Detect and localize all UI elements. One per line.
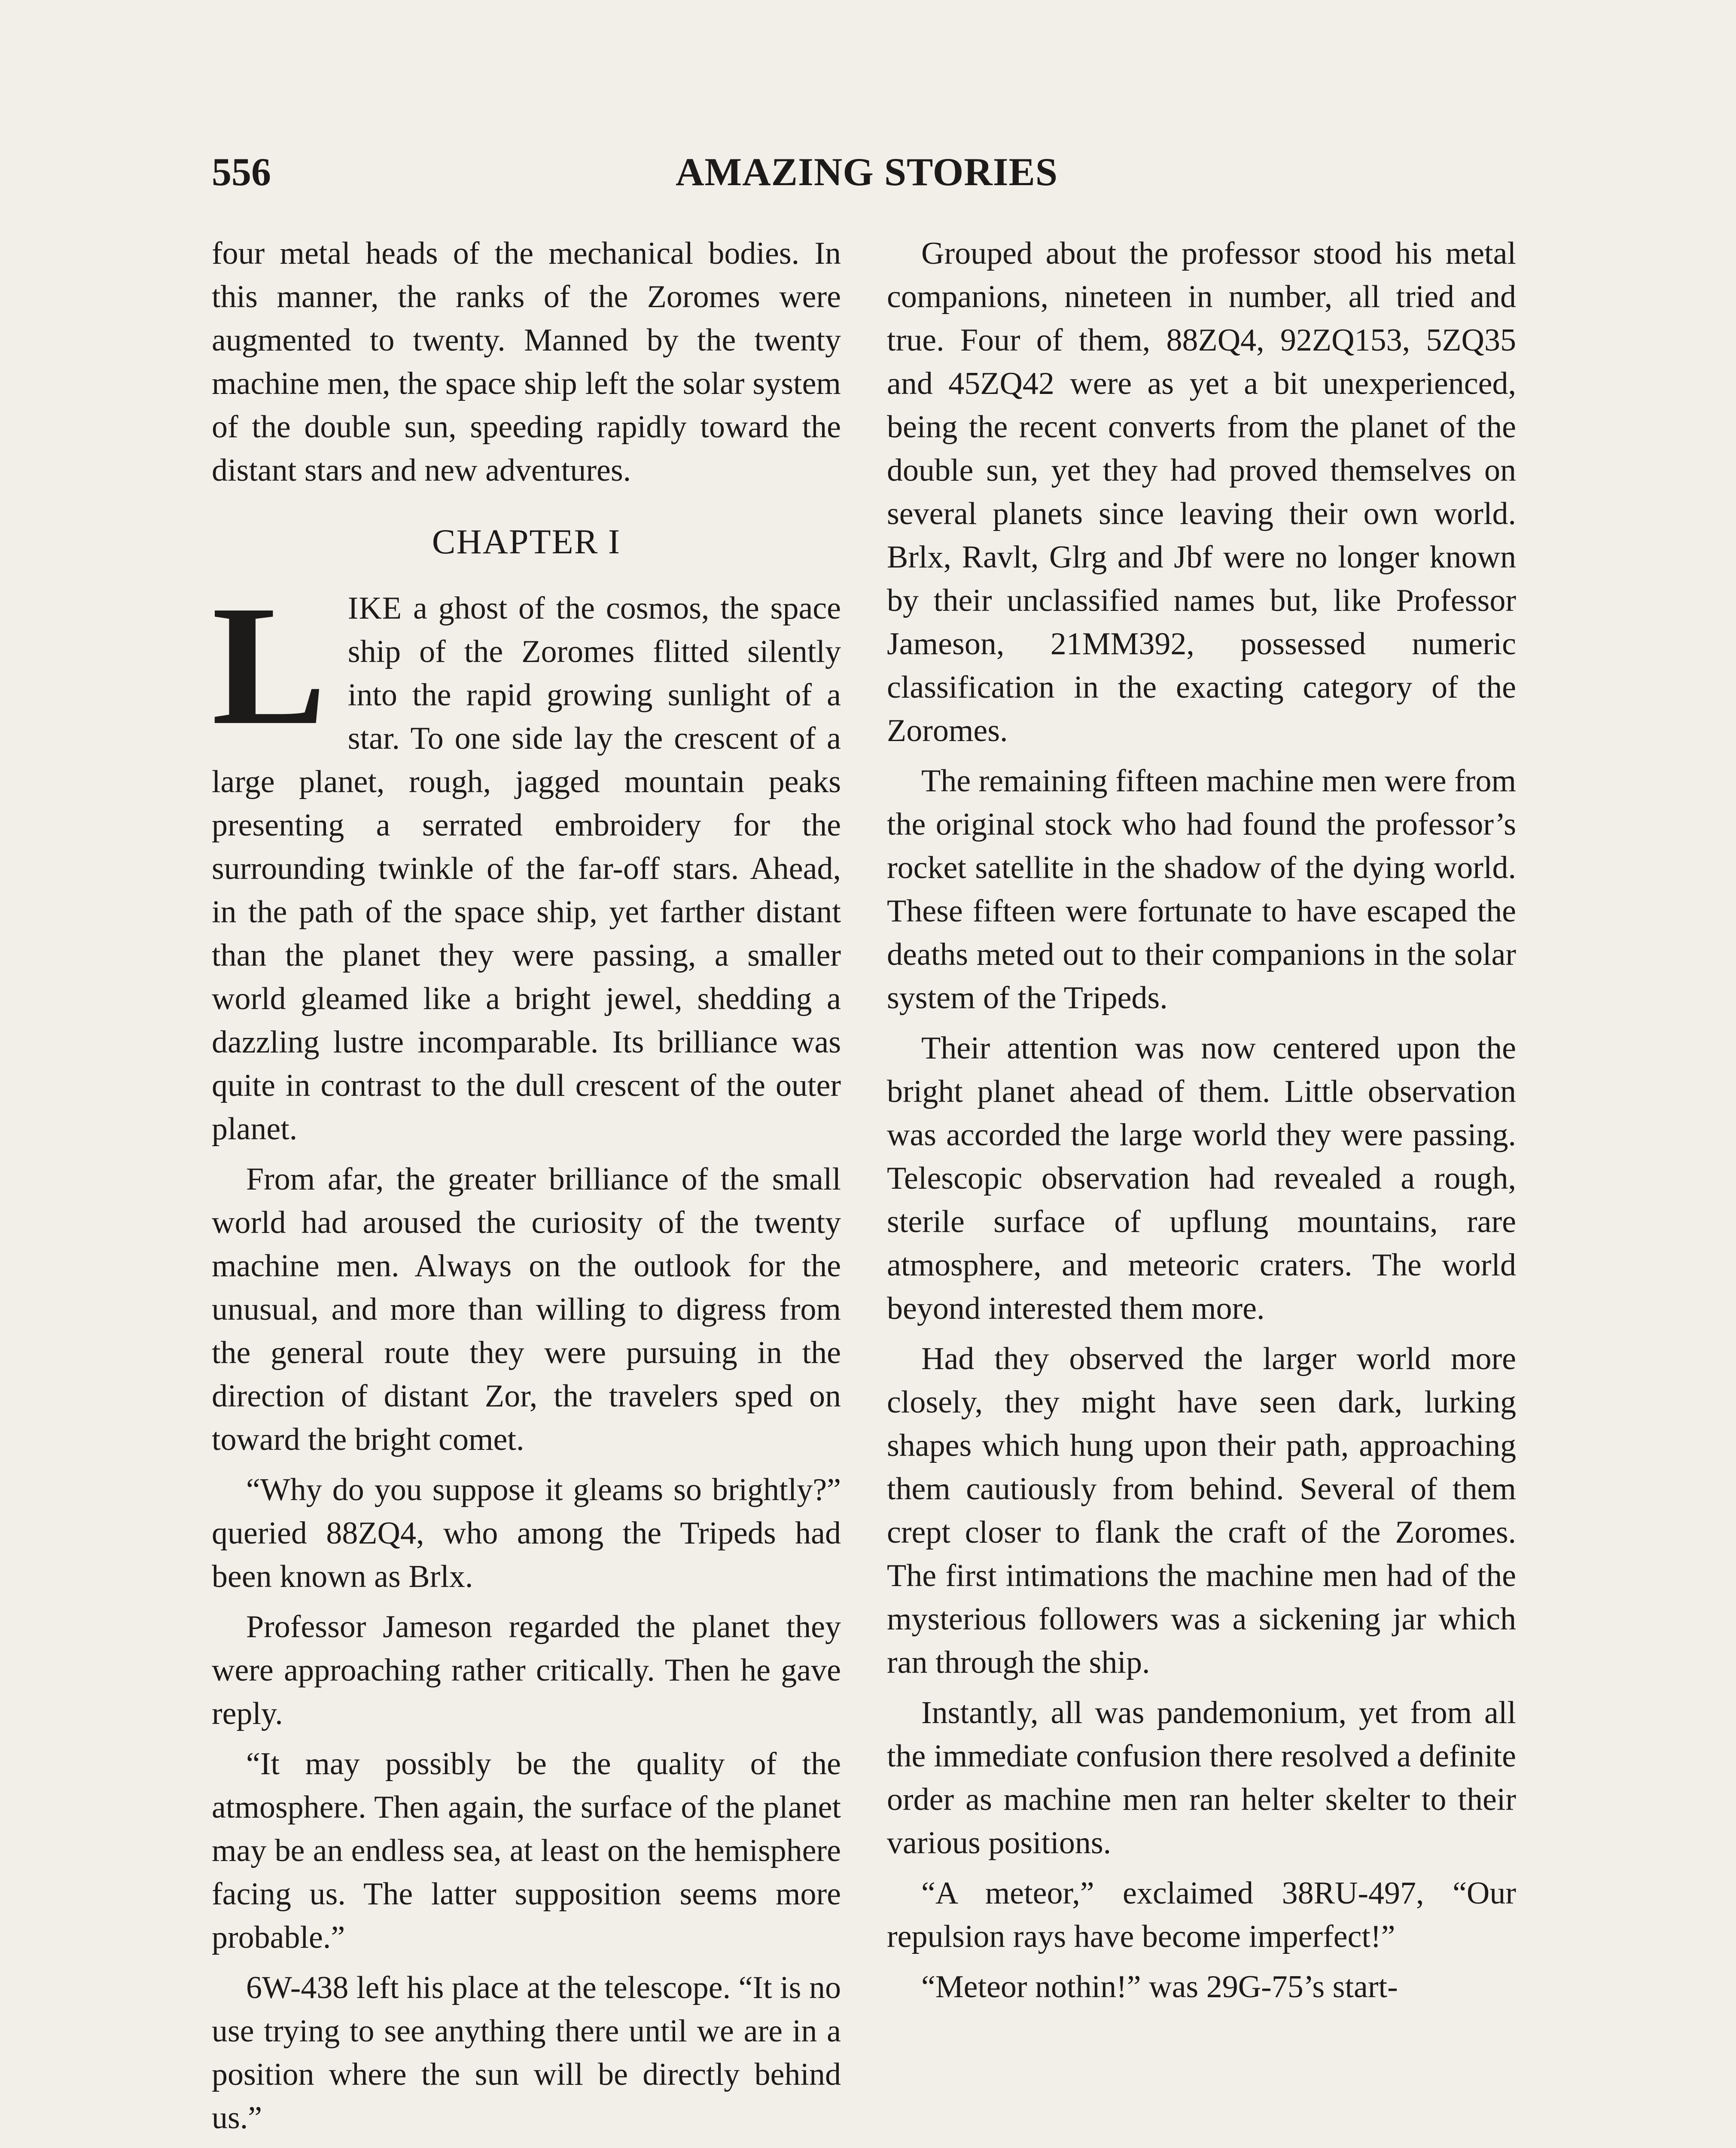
paragraph: From afar, the greater brilliance of the small world had aroused the curiosity of the twenty machine men. Always on the outlook for the unusual, and more than willing to digress from the general route they were pursuing in the direction of distant Zor, the travelers sped on toward the bright comet. [212, 1162, 841, 1457]
paragraph: four metal heads of the mechanical bodies. In this manner, the ranks of the Zoromes were augmented to twenty. Manned by the twenty machine men, the space ship left the solar system of the double sun, speeding rapidly toward the distant stars and new adventures. [212, 236, 841, 488]
paragraph: Instantly, all was pandemonium, yet from all the immediate confusion there resolved a definite order as machine men ran helter skelter to their various positions. [887, 1695, 1516, 1861]
paragraph: “Meteor nothin!” was 29G-75’s start- [921, 1969, 1398, 2005]
paragraph: “It may possibly be the quality of the atmosphere. Then again, the surface of the planet may be an endless sea, at least on the hemisphere facing us. The latter supposition seems more probable.” [212, 1746, 841, 1955]
paragraph: Grouped about the professor stood his metal companions, nineteen in number, all tried and true. Four of them, 88ZQ4, 92ZQ153, 5ZQ35 and 45ZQ42 were as yet a bit unexperienced, being the recent converts from the planet of the double sun, yet they had proved themselves on several planets since leaving their own world. Brlx, Ravlt, Glrg and Jbf were no longer known by their unclassified names but, like Professor Jameson, 21MM392, possessed numeric classification in the exacting category of the Zoromes. [887, 236, 1516, 748]
opening-paragraph-text: a ghost of the cosmos, the space ship of the Zoromes flitted silently into the rapid growing sunlight of a star. To one side lay the crescent of a large planet, rough, jagged mountain peaks presenting a serrated embroidery for the surrounding twinkle of the far-off stars. Ahead, in the path of the space ship, yet farther distant than the planet they were passing, a smaller world gleamed like a bright jewel, shedding a dazzling lustre incomparable. Its brilliance was quite in contrast to the dull crescent of the outer planet. [212, 591, 841, 1147]
paragraph: Professor Jameson regarded the planet they were approaching rather critically. Then he gave reply. [212, 1609, 841, 1731]
paragraph: “Why do you suppose it gleams so brightly?” queried 88ZQ4, who among the Tripeds had been known as Brlx. [212, 1472, 841, 1594]
chapter-heading: CHAPTER I [432, 522, 621, 561]
paragraph: 6W-438 left his place at the telescope. “It is no use trying to see anything there until we are in a position where the sun will be directly behind us.” [212, 1970, 841, 2136]
paragraph: The remaining fifteen machine men were from the original stock who had found the professor’s rocket satellite in the shadow of the dying world. These fifteen were fortunate to have escaped the deaths meted out to their companions in the solar system of the Tripeds. [887, 763, 1516, 1016]
drop-cap: L [212, 570, 326, 760]
running-title: AMAZING STORIES [675, 150, 1058, 194]
right-column [887, 232, 1516, 2016]
left-column [212, 232, 841, 2147]
paragraph: Had they observed the larger world more closely, they might have seen dark, lurking shapes which hung upon their path, approaching them cautiously from behind. Several of them crept closer to flank the craft of the Zoromes. The first intimations the machine men had of the mysterious followers was a sickening jar which ran through the ship. [887, 1341, 1516, 1680]
paragraph: “A meteor,” exclaimed 38RU-497, “Our repulsion rays have become imperfect!” [887, 1876, 1516, 1954]
page-header [212, 142, 1522, 202]
opening-word: IKE [347, 591, 402, 626]
paragraph: Their attention was now centered upon the bright planet ahead of them. Little observation was accorded the large world they were passing. Telescopic observation had revealed a rough, sterile surface of upflung mountains, rare atmosphere, and meteoric craters. The world beyond interested them more. [887, 1031, 1516, 1326]
page-number: 556 [212, 150, 271, 194]
opening-paragraph [212, 570, 841, 1151]
